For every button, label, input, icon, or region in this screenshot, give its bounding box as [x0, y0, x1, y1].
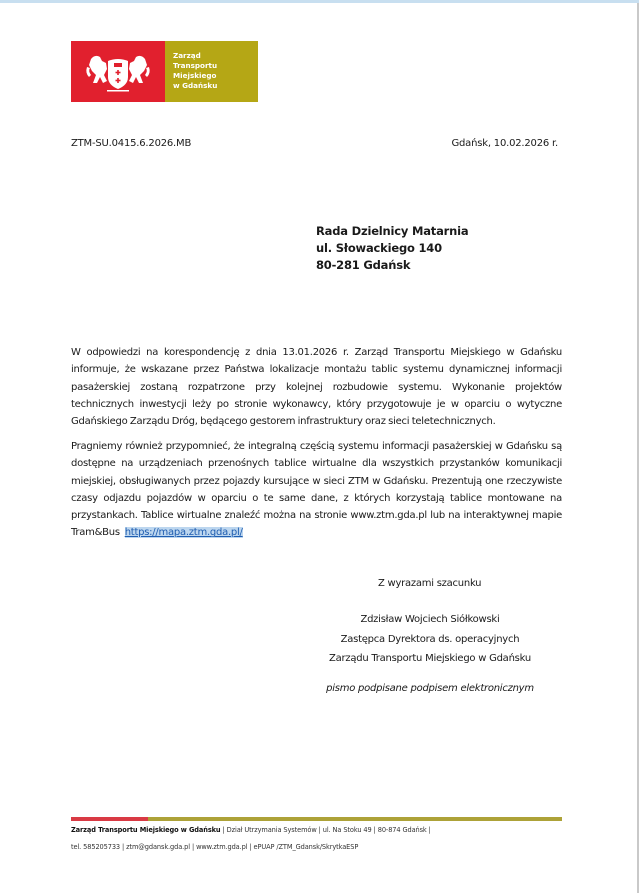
signer-name: Zdzisław Wojciech Siółkowski [360, 614, 500, 625]
footer-divider [71, 817, 562, 821]
logo-line: Transportu [173, 61, 218, 70]
logo-name-panel [165, 41, 258, 102]
gdansk-coat-of-arms-icon [83, 49, 153, 93]
recipient-address [316, 223, 468, 274]
footer-line-1 [71, 826, 431, 834]
footer-contact: tel. 585205733 | ztm@gdansk.gda.pl | www.ztm.gda.pl | ePUAP /ZTM_Gdansk/SkrytkaESP [71, 843, 359, 851]
footer-divider-olive [148, 817, 562, 821]
body-paragraph-2 [71, 438, 562, 542]
footer-address: | Dział Utrzymania Systemów | ul. Na Stoku 49 | 80-874 Gdańsk | [220, 826, 431, 834]
body-paragraph-1: W odpowiedzi na korespondencję z dnia 13.01.2026 r. Zarząd Transportu Miejskiego w Gdańsku informuje, że wskazane przez Państwa lokalizacje montażu tablic systemu dynamicznej informacji pasażerskiej zostaną rozpatrzone przy kolejnej rozbudowie systemu. Wykonanie projektów technicznych inwestycji leży po stronie wykonawcy, który przygotowuje je w oparciu o wytyczne Gdańskiego Zarządu Dróg, będącego gestorem infrastruktury oraz sieci teletechnicznych. [71, 347, 562, 428]
place-and-date: Gdańsk, 10.02.2026 r. [451, 138, 558, 149]
closing-regards: Z wyrazami szacunku [378, 578, 482, 589]
electronic-signature-note: pismo podpisane podpisem elektronicznym [326, 683, 534, 694]
recipient-street: ul. Słowackiego 140 [316, 241, 442, 255]
body-paragraph-2-text: Pragniemy również przypomnieć, że integralną częścią systemu informacji pasażerskiej w Gdańsku są dostępne na urządzeniach przenośnych tablice wirtualne dla wszystkich przystanków komunikacji miejskiej, obsługiwanych przez pojazdy kursujące w sieci ZTM w Gdańsku. Prezentują one rzeczywiste czasy odjazdu pojazdów w oparciu o te same dane, z których korzystają tablice montowane na przystankach. Tablice wirtualne znaleźć można na stronie www.ztm.gda.pl lub na interaktywnej mapie Tram&Bus [71, 441, 562, 539]
logo-line: Miejskiego [173, 71, 217, 80]
recipient-city: 80-281 Gdańsk [316, 258, 411, 272]
signer-organization: Zarządu Transportu Miejskiego w Gdańsku [329, 653, 531, 664]
footer-org-name: Zarząd Transportu Miejskiego w Gdańsku [71, 826, 221, 834]
map-link[interactable]: https://mapa.ztm.gda.pl/ [124, 527, 243, 539]
recipient-name: Rada Dzielnicy Matarnia [316, 224, 469, 238]
viewer-top-bar [0, 0, 639, 3]
ztm-logo [71, 41, 258, 102]
logo-line: Zarząd [173, 51, 201, 60]
signer-title: Zastępca Dyrektora ds. operacyjnych [340, 633, 520, 645]
footer-divider-red [71, 817, 148, 821]
logo-line: w Gdańsku [173, 81, 218, 90]
signature-block [296, 610, 564, 669]
reference-number: ZTM-SU.0415.6.2026.MB [71, 138, 192, 149]
logo-emblem-panel [71, 41, 165, 102]
logo-wordmark [173, 51, 217, 91]
